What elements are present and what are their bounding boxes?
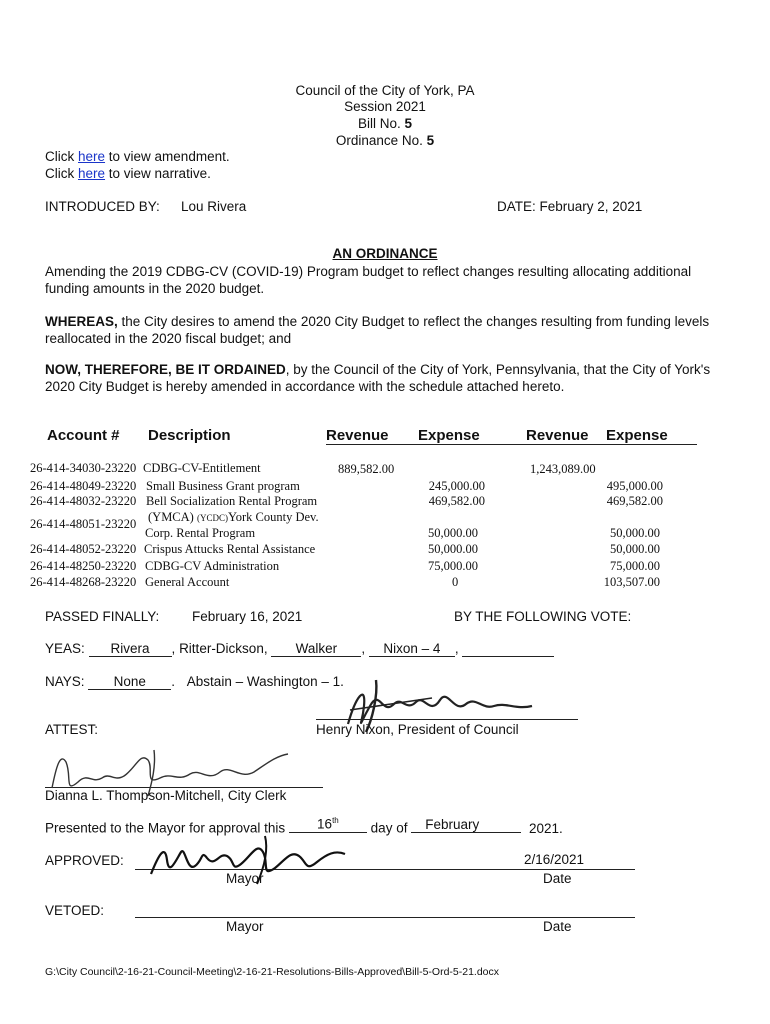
table-row-revenue-1: 889,582.00 xyxy=(338,462,395,476)
bill-number xyxy=(0,116,770,131)
table-row-account: 26-414-48051-23220 xyxy=(30,517,137,531)
table-row-expense-1: 75,000.00 xyxy=(428,559,478,573)
table-row-expense-2: 103,507.00 xyxy=(603,575,660,589)
bill-label: Bill No. xyxy=(357,116,405,131)
following-vote-label: BY THE FOLLOWING VOTE: xyxy=(454,609,632,624)
table-row-description: Crispus Attucks Rental Assistance xyxy=(144,542,316,556)
whereas-paragraph xyxy=(45,313,725,347)
table-row-expense-2: 75,000.00 xyxy=(610,559,660,573)
narr-pre: Click xyxy=(45,166,78,181)
table-row-expense-1: 0 xyxy=(452,575,459,589)
session-line: Session 2021 xyxy=(344,99,426,114)
vetoed-label: VETOED: xyxy=(45,903,105,918)
ordinance-value: 5 xyxy=(426,133,435,148)
introduced-date: DATE: February 2, 2021 xyxy=(497,199,643,214)
bill-value: 5 xyxy=(404,116,413,131)
approved-date-label: Date xyxy=(543,871,572,886)
table-row-expense-2: 495,000.00 xyxy=(606,479,663,493)
passed-finally-label: PASSED FINALLY: xyxy=(45,609,160,624)
presented-month: February xyxy=(411,817,521,833)
day-value: 16 xyxy=(317,816,333,832)
vetoed-date-label: Date xyxy=(543,919,572,934)
table-row-description xyxy=(148,510,319,525)
table-row-description: CDBG-CV Administration xyxy=(145,559,280,573)
yea-2: Ritter-Dickson xyxy=(179,641,264,656)
nays-label: NAYS: xyxy=(45,674,85,689)
desc-ycdc: (YCDC) xyxy=(196,513,228,523)
table-row-revenue-2: 1,243,089.00 xyxy=(530,462,596,476)
presented-year: 2021. xyxy=(528,820,563,836)
table-row-expense-1: 245,000.00 xyxy=(428,479,485,493)
amend-pre: Click xyxy=(45,149,78,164)
day-suffix: th xyxy=(332,816,339,825)
amendment-link-line xyxy=(45,149,230,164)
introduced-by-name: Lou Rivera xyxy=(181,199,247,214)
introduced-by-label: INTRODUCED BY: xyxy=(45,199,160,214)
approved-date: 2/16/2021 xyxy=(524,852,585,867)
table-row-account: 26-414-48268-23220 xyxy=(30,575,137,589)
table-row-expense-1: 50,000.00 xyxy=(428,542,478,556)
amend-post: to view amendment. xyxy=(105,149,230,164)
ordinance-label: Ordinance No. xyxy=(335,133,427,148)
table-row-account: 26-414-34030-23220 xyxy=(30,461,137,475)
col-header-expense-2: Expense xyxy=(603,427,697,445)
table-row-account: 26-414-48052-23220 xyxy=(30,542,137,556)
desc-york-county: York County Dev. xyxy=(227,510,319,524)
passed-finally-date: February 16, 2021 xyxy=(192,609,303,624)
ordinance-title: AN ORDINANCE xyxy=(332,246,438,261)
abstain-text: Abstain – Washington – 1. xyxy=(186,674,344,689)
table-row-expense-2: 50,000.00 xyxy=(610,526,660,540)
narr-post: to view narrative. xyxy=(105,166,211,181)
table-row-expense-2: 469,582.00 xyxy=(606,494,663,508)
narrative-link-line xyxy=(45,166,211,181)
file-path-footer: G:\City Council\2-16-21-Council-Meeting\2-16-21-Resolutions-Bills-Approved\Bill-5-Ord-5-21.docx xyxy=(45,966,500,978)
attest-label: ATTEST: xyxy=(45,722,99,737)
ordinance-number xyxy=(0,133,770,148)
now-bold: NOW, THEREFORE, BE IT ORDAINED xyxy=(45,362,286,377)
col-header-revenue-1: Revenue xyxy=(326,427,396,445)
desc-ymca: (YMCA) xyxy=(148,510,194,524)
amendment-link[interactable]: here xyxy=(78,149,106,164)
council-title: Council of the City of York, PA xyxy=(295,83,475,98)
approved-label: APPROVED: xyxy=(45,853,124,868)
col-header-expense-1: Expense xyxy=(396,427,506,445)
now-text: , by the Council of the City of York, Pennsylvania, that the City of York's 2020 City Budget is hereby amended in accordance with the schedule attached hereto. xyxy=(45,362,711,394)
table-row-account: 26-414-48049-23220 xyxy=(30,479,137,493)
table-row-description: Small Business Grant program xyxy=(146,479,300,493)
col-header-description: Description xyxy=(148,427,231,444)
yea-blank xyxy=(462,641,554,657)
vetoed-signature-line xyxy=(135,902,635,918)
clerk-name: Dianna L. Thompson-Mitchell, City Clerk xyxy=(45,788,287,803)
whereas-text: the City desires to amend the 2020 City Budget to reflect the changes resulting from funding levels reallocated in the 2020 fiscal budget; and xyxy=(45,314,710,346)
whereas-bold: WHEREAS, xyxy=(45,314,118,329)
approved-mayor-label: Mayor xyxy=(226,871,264,886)
table-row-description: CDBG-CV-Entitlement xyxy=(143,461,261,475)
table-row-description-line-2: Corp. Rental Program xyxy=(145,526,256,540)
now-therefore-paragraph xyxy=(45,361,725,395)
col-header-account: Account # xyxy=(47,427,120,444)
table-row-expense-1: 50,000.00 xyxy=(428,526,478,540)
nays-line: NAYS: None . Abstain – Washington – 1. xyxy=(45,674,344,689)
ordinance-purpose: Amending the 2019 CDBG-CV (COVID-19) Program budget to reflect changes resulting allocating additional funding amounts in the 2020 budget. xyxy=(45,264,692,296)
table-row-description: General Account xyxy=(145,575,230,589)
day-of-text: day of xyxy=(370,820,408,836)
table-row-expense-2: 50,000.00 xyxy=(610,542,660,556)
col-header-revenue-2: Revenue xyxy=(506,427,603,445)
yea-4: Nixon – 4 xyxy=(369,641,455,657)
presented-text: Presented to the Mayor for approval this xyxy=(45,820,286,836)
table-row-expense-1: 469,582.00 xyxy=(428,494,485,508)
table-row-description: Bell Socialization Rental Program xyxy=(146,494,318,508)
yea-3: Walker xyxy=(271,641,361,657)
vetoed-mayor-label: Mayor xyxy=(226,919,264,934)
president-name: Henry Nixon, President of Council xyxy=(316,722,519,737)
yeas-label: YEAS: xyxy=(45,641,85,656)
yea-1: Rivera xyxy=(89,641,172,657)
table-row-account: 26-414-48032-23220 xyxy=(30,494,137,508)
presented-day xyxy=(289,816,367,833)
nays-value: None xyxy=(88,674,171,690)
table-row-account: 26-414-48250-23220 xyxy=(30,559,137,573)
narrative-link[interactable]: here xyxy=(78,166,106,181)
yeas-line: YEAS: Rivera , Ritter-Dickson, Walker , Nixon – 4 , xyxy=(45,641,554,657)
